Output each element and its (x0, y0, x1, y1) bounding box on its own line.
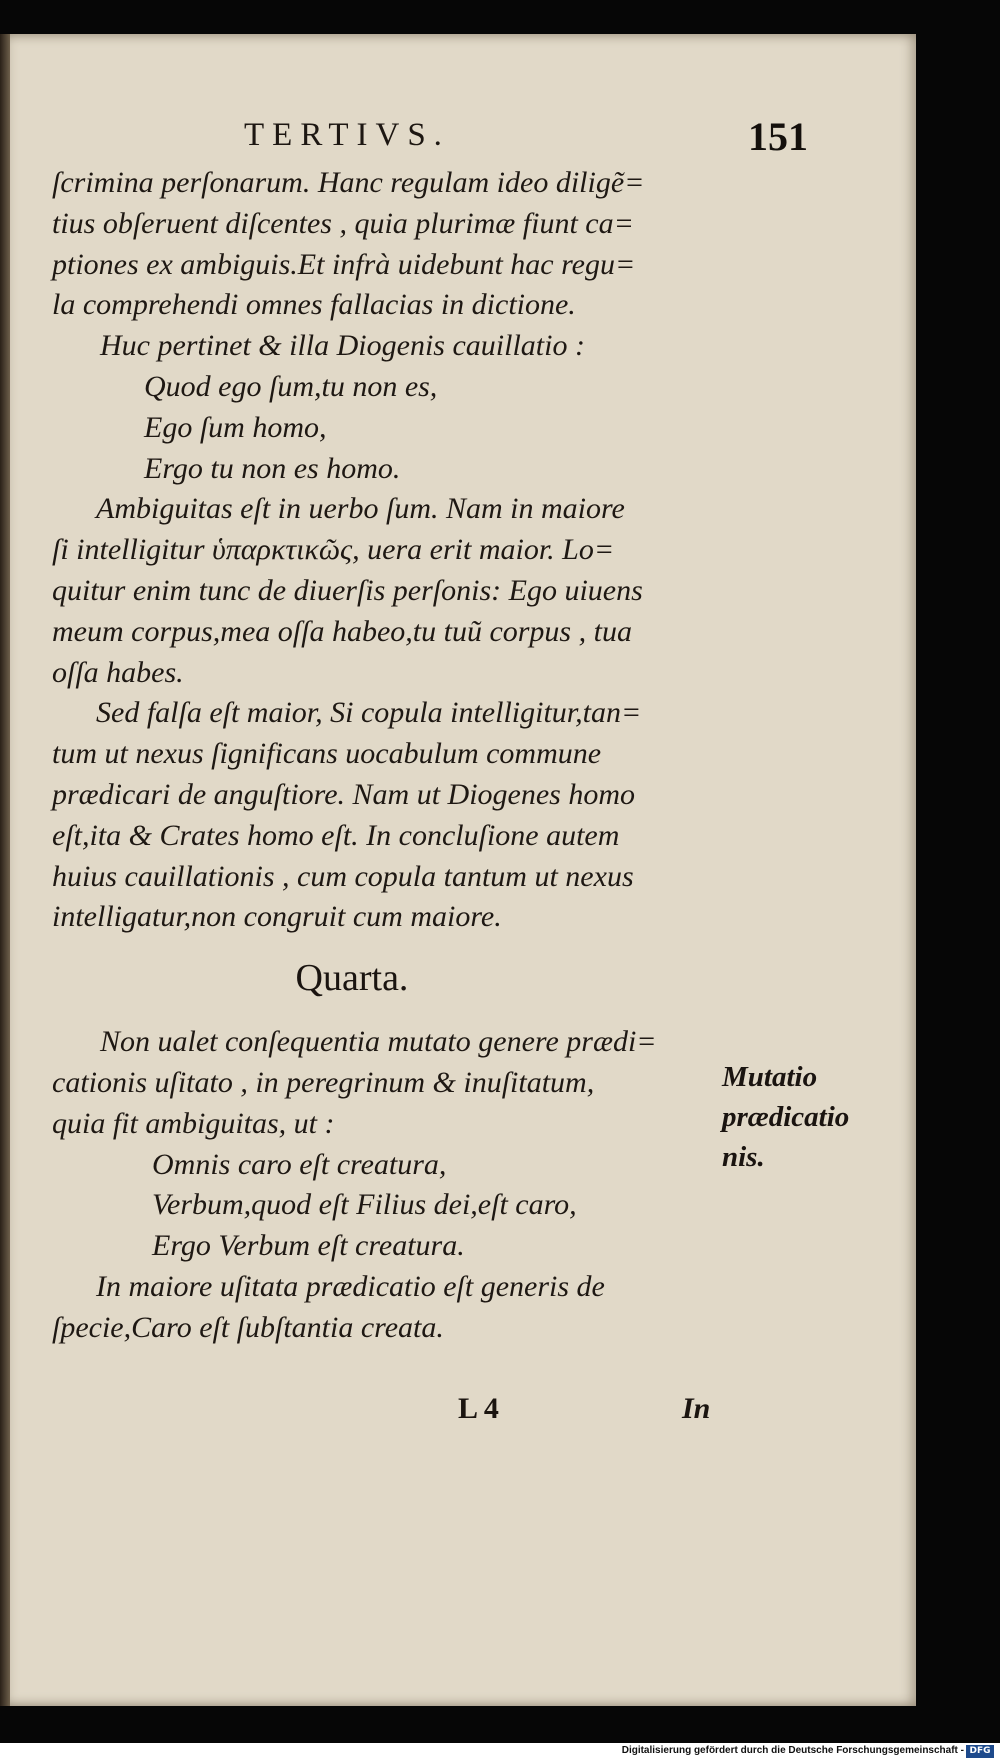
syllogism-line: Ergo Verbum eſt creatura. (152, 1229, 465, 1263)
margin-note-line: prædicatio (722, 1101, 850, 1133)
text-line: intelligatur,non congruit cum maiore. (52, 900, 502, 934)
text-line: ſi intelligitur ὑπαρκτικῶς, uera erit maior. Lo= (52, 533, 615, 567)
body-text (52, 163, 712, 1349)
text-line: quia fit ambiguitas, ut : (52, 1106, 335, 1140)
margin-note-line: Mutatio (722, 1061, 818, 1093)
section-heading: Quarta. (295, 957, 409, 1000)
text-line: eſt,ita & Crates homo eſt. In concluſione autem (52, 818, 620, 852)
text-line: meum corpus,mea oſſa habeo,tu tuũ corpus , tua (52, 614, 632, 648)
page-gutter (0, 34, 10, 1706)
page-number: 151 (748, 114, 808, 159)
margin-note-line: nis. (722, 1141, 765, 1173)
text-line: tum ut nexus ſignificans uocabulum commune (52, 737, 602, 771)
signature-mark: L 4 (458, 1392, 499, 1425)
page-header (0, 114, 916, 159)
text-line: quitur enim tunc de diuerſis perſonis: Ego uiuens (52, 573, 643, 607)
text-line: ptiones ex ambiguis.Et infrà uidebunt hac regu= (52, 247, 636, 281)
text-line: cationis uſitato , in peregrinum & inuſitatum, (52, 1065, 595, 1099)
text-line: ſpecie,Caro eſt ſubſtantia creata. (52, 1310, 444, 1344)
funding-credit: Digitalisierung gefördert durch die Deutsche Forschungsgemeinschaft - (621, 1745, 964, 1756)
text-line: tius obſeruent diſcentes , quia plurimæ fiunt ca= (52, 206, 634, 240)
text-line: Non ualet conſequentia mutato genere prædi= (100, 1025, 657, 1059)
text-line: la comprehendi omnes fallacias in dictione. (52, 288, 576, 322)
syllogism-line: Ergo tu non es homo. (144, 451, 401, 485)
margin-note (722, 1057, 849, 1177)
text-line: oſſa habes. (52, 655, 184, 689)
text-line: Huc pertinet & illa Diogenis cauillatio : (100, 329, 585, 363)
text-line: Sed falſa eſt maior, Si copula intelligitur,tan= (96, 696, 642, 730)
syllogism-line: Ego ſum homo, (144, 410, 327, 444)
text-line: prædicari de anguſtiore. Nam ut Diogenes homo (52, 777, 636, 811)
catchword: In (682, 1392, 711, 1425)
text-line: In maiore uſitata prædicatio eſt generis de (96, 1269, 605, 1303)
dfg-logo: DFG (966, 1745, 994, 1758)
text-line: Ambiguitas eſt in uerbo ſum. Nam in maiore (96, 492, 625, 526)
text-line: ſcrimina perſonarum. Hanc regulam ideo diligẽ= (52, 166, 645, 199)
running-head: TERTIVS. (244, 117, 450, 153)
syllogism-line: Quod ego ſum,tu non es, (144, 369, 438, 403)
text-line: huius cauillationis , cum copula tantum ut nexus (52, 859, 634, 893)
syllogism-line: Omnis caro eſt creatura, (152, 1147, 447, 1181)
syllogism-line: Verbum,quod eſt Filius dei,eſt caro, (152, 1188, 577, 1222)
